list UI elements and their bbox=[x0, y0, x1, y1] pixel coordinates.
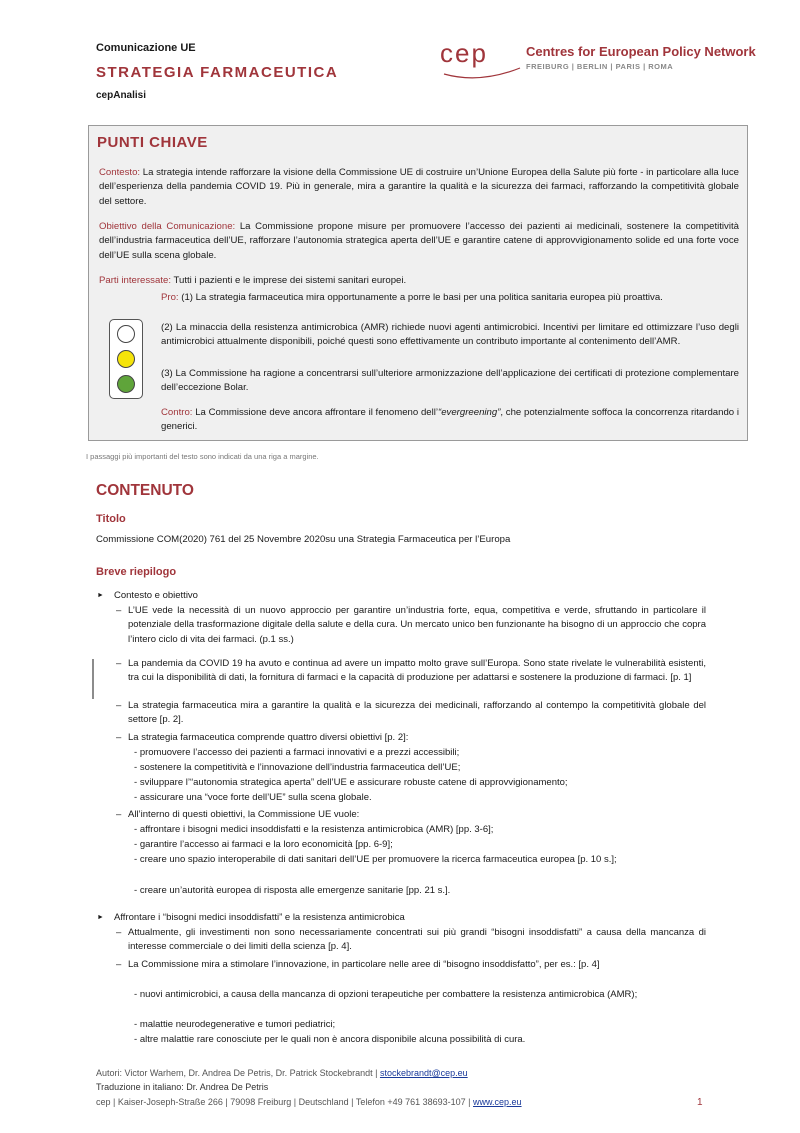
sub-item: - malattie neurodegenerative e tumori pediatrici; bbox=[134, 1019, 336, 1030]
pro-label: Pro: bbox=[161, 292, 179, 303]
pro-2 bbox=[161, 321, 739, 350]
list-item: La pandemia da COVID 19 ha avuto e continua ad avere un impatto molto grave sull’Europa. Sono state rivelate le vulnerabilità esistenti, tra cui la disponibilità di dati, la fornitura di farmaci e la capacità di produzione per adattarsi e sostenere la produzione di farmaci. [p. 1] bbox=[128, 658, 706, 684]
dash-icon: – bbox=[116, 732, 122, 743]
objective-text: La Commissione propone misure per promuovere l’accesso dei pazienti ai medicinali, sostenere la competitività dell’industria farmaceutica dell’UE, rafforzare l’autonomia strategica aperta dell’UE e garantire catene di approvvigionamento solide ed una forte voce dell’UE sulla scena globale. bbox=[99, 221, 739, 261]
dash-icon: – bbox=[116, 809, 122, 820]
dash-icon: – bbox=[116, 959, 122, 970]
pro-1-text: (1) La strategia farmaceutica mira opportunamente a porre le basi per una politica sanitaria europea più proattiva. bbox=[181, 292, 663, 303]
margin-line bbox=[92, 659, 94, 699]
contra bbox=[161, 406, 739, 435]
document-type: Comunicazione UE bbox=[96, 42, 196, 54]
titolo-heading: Titolo bbox=[96, 513, 126, 525]
sub-item: - creare uno spazio interoperabile di dati sanitari dell’UE per promuovere la ricerca farmaceutica europea [p. 10 s.]; bbox=[134, 854, 617, 865]
stakeholders-text: Tutti i pazienti e le imprese dei sistemi sanitari europei. bbox=[173, 275, 407, 286]
contra-italic: “evergreening” bbox=[438, 407, 501, 418]
sub-item: - sostenere la competitività e l’innovazione dell’industria farmaceutica dell’UE; bbox=[134, 762, 461, 773]
sub-item: - nuovi antimicrobici, a causa della mancanza di opzioni terapeutiche per combattere la resistenza antimicrobica (AMR); bbox=[134, 989, 638, 1000]
bullet-arrow-icon: ► bbox=[97, 592, 104, 599]
key-points-title: PUNTI CHIAVE bbox=[97, 134, 208, 151]
footer-authors: Autori: Victor Warhem, Dr. Andrea De Petris, Dr. Patrick Stockebrandt | stockebrandt@cep.eu bbox=[96, 1068, 468, 1078]
sub-item: - assicurare una “voce forte dell’UE” sulla scena globale. bbox=[134, 792, 372, 803]
bullet-unmet-needs: Affrontare i “bisogni medici insoddisfatti” e la resistenza antimicrobica bbox=[114, 912, 405, 923]
list-item: La strategia farmaceutica comprende quattro diversi obiettivi [p. 2]: bbox=[128, 732, 409, 743]
sub-item: - garantire l’accesso ai farmaci e la loro economicità [pp. 6-9]; bbox=[134, 839, 393, 850]
context-text: La strategia intende rafforzare la visione della Commissione UE di costruire un’Unione Europea della Salute più forte - in particolare alla luce dell’esperienza della pandemia COVID 19. Più in generale, mira a garantire la qualità e la sicurezza dei farmaci, rafforzando la competitività globale del settore. bbox=[99, 167, 740, 207]
contra-text-b: , che potenzialmente soffoca la concorrenza ritardando i generici. bbox=[161, 407, 739, 433]
margin-note: I passaggi più importanti del testo sono indicati da una riga a margine. bbox=[86, 452, 319, 461]
list-item: La strategia farmaceutica mira a garantire la qualità e la sicurezza dei medicinali, rafforzando al contempo la competitività globale del settore [p. 2]. bbox=[128, 700, 706, 726]
sub-item: - altre malattie rare conosciute per le quali non è ancora disponibile alcuna possibilità di cura. bbox=[134, 1034, 526, 1045]
list-item: Attualmente, gli investimenti non sono necessariamente concentrati sui più grandi “bisogni insoddisfatti” a causa della mancanza di interesse commerciale o dei limiti della scienza [p. 4]. bbox=[128, 927, 706, 953]
logo-swoosh-icon bbox=[440, 38, 530, 82]
light-bottom bbox=[117, 375, 135, 393]
author-email-link[interactable]: stockebrandt@cep.eu bbox=[379, 1068, 468, 1078]
dash-icon: – bbox=[116, 605, 122, 616]
stakeholders-label: Parti interessate: bbox=[99, 275, 171, 286]
sub-item: - affrontare i bisogni medici insoddisfatti e la resistenza antimicrobica (AMR) [pp. 3-6]; bbox=[134, 824, 494, 835]
contra-text-a: La Commissione deve ancora affrontare il fenomeno dell’ bbox=[195, 407, 439, 418]
sub-item: - sviluppare l’“autonomia strategica aperta” dell’UE e assicurare robuste catene di approvvigionamento; bbox=[134, 777, 568, 788]
objective-label: Obiettivo della Comunicazione: bbox=[99, 221, 236, 232]
content-title: CONTENUTO bbox=[96, 482, 194, 499]
series-label: cepAnalisi bbox=[96, 90, 147, 101]
list-item: L’UE vede la necessità di un nuovo approccio per garantire un’industria forte, equa, competitiva e verde, sfruttando in particolare il potenziale della trasformazione digitale della salute e della cura. Un mercato unico ben funzionante ha bisogno di un approccio che copra l’intero ciclo di vita dei farmaci. (p.1 ss.) bbox=[128, 605, 706, 645]
light-middle bbox=[117, 350, 135, 368]
key-points-box bbox=[88, 125, 748, 441]
list-item: La Commissione mira a stimolare l’innovazione, in particolare nelle aree di “bisogno insoddisfatto”, per es.: [p. 4] bbox=[128, 959, 600, 970]
bullet-context: Contesto e obiettivo bbox=[114, 590, 198, 601]
riepilogo-heading: Breve riepilogo bbox=[96, 566, 177, 578]
footer-translation: Traduzione in italiano: Dr. Andrea De Petris bbox=[96, 1082, 269, 1092]
page-number: 1 bbox=[697, 1097, 703, 1108]
logo-word: cep bbox=[440, 38, 488, 68]
sub-item: - creare un’autorità europea di risposta alle emergenze sanitarie [pp. 21 s.]. bbox=[134, 885, 451, 896]
dash-icon: – bbox=[116, 658, 122, 669]
stakeholders-paragraph bbox=[99, 274, 739, 288]
traffic-light-icon bbox=[109, 319, 143, 399]
titolo-text: Commissione COM(2020) 761 del 25 Novembre 2020su una Strategia Farmaceutica per l’Europa bbox=[96, 534, 511, 545]
pro-1 bbox=[161, 291, 739, 305]
page-title: STRATEGIA FARMACEUTICA bbox=[96, 64, 339, 81]
footer-address: cep | Kaiser-Joseph-Straße 266 | 79098 Freiburg | Deutschland | Telefon +49 761 38693-107 | www.cep.eu bbox=[96, 1097, 522, 1107]
pro-3-text: (3) La Commissione ha ragione a concentrarsi sull’ulteriore armonizzazione dell’applicazione dei certificati di protezione complementare dell’eccezione Bolar. bbox=[161, 368, 739, 394]
context-paragraph bbox=[99, 166, 739, 209]
contra-label: Contro: bbox=[161, 407, 193, 418]
bullet-arrow-icon: ► bbox=[97, 914, 104, 921]
sub-item: - promuovere l’accesso dei pazienti a farmaci innovativi e a prezzi accessibili; bbox=[134, 747, 460, 758]
context-label: Contesto: bbox=[99, 167, 141, 178]
website-link[interactable]: www.cep.eu bbox=[473, 1097, 522, 1107]
objective-paragraph bbox=[99, 220, 739, 263]
light-top bbox=[117, 325, 135, 343]
list-item: All’interno di questi obiettivi, la Commissione UE vuole: bbox=[128, 809, 360, 820]
logo-cities: FREIBURG | BERLIN | PARIS | ROMA bbox=[526, 62, 674, 71]
dash-icon: – bbox=[116, 927, 122, 938]
pro-3 bbox=[161, 367, 739, 396]
logo-name: Centres for European Policy Network bbox=[526, 44, 756, 59]
cep-logo bbox=[440, 38, 760, 82]
pro-2-text: (2) La minaccia della resistenza antimicrobica (AMR) richiede nuovi agenti antimicrobici. Incentivi per limitare ed ottimizzare l’uso degli antimicrobici attualmente disponibili, poiché questi sono effettivamente un contributo importante al contenimento dell’AMR. bbox=[161, 322, 739, 348]
dash-icon: – bbox=[116, 700, 122, 711]
